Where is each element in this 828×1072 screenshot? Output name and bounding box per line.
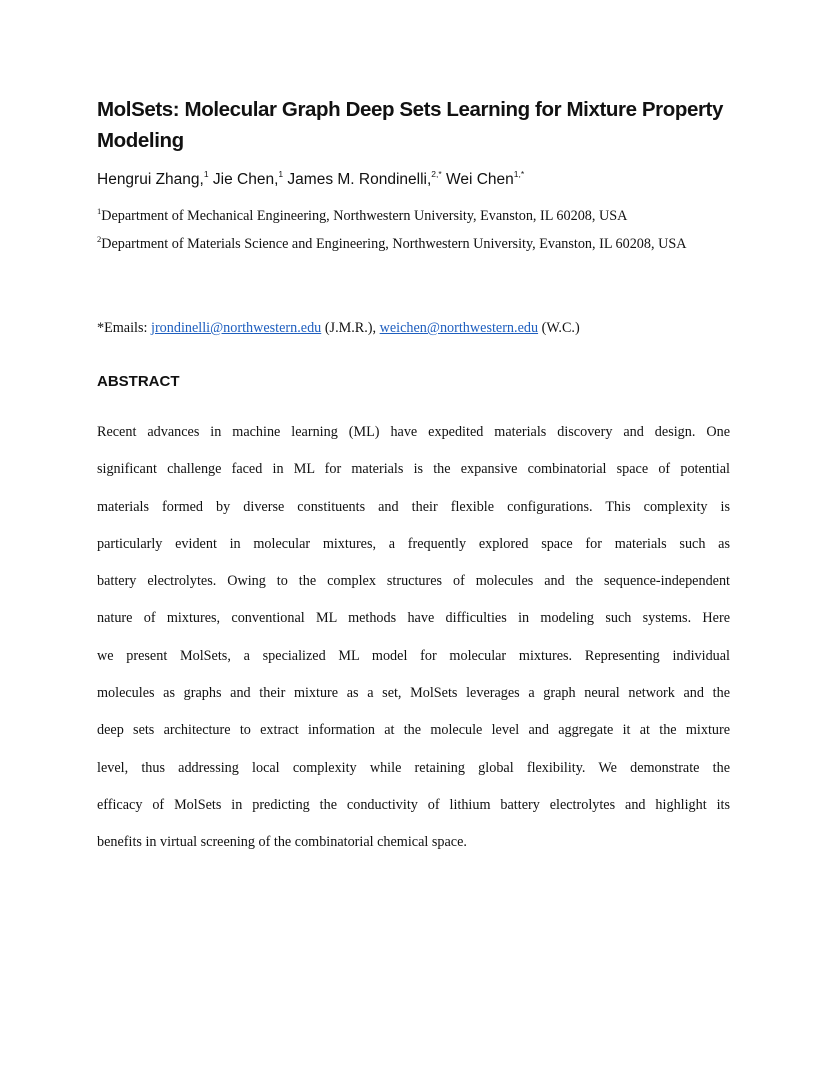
- affiliation-1: [97, 202, 737, 230]
- affiliation-mark: 2: [97, 234, 102, 244]
- abstract-line: materials formed by diverse constituents and their flexible configurations. This complexity is: [97, 498, 730, 515]
- author-name: James M. Rondinelli,: [287, 171, 432, 188]
- abstract-line: battery electrolytes. Owing to the complex structures of molecules and the sequence-independent: [97, 573, 730, 590]
- author-list: [97, 170, 524, 190]
- affiliation-2: [97, 230, 737, 258]
- author-affiliation-mark: 1,*: [513, 169, 525, 179]
- abstract-line: Recent advances in machine learning (ML) have expedited materials discovery and design. One: [97, 424, 730, 440]
- abstract-line: molecules as graphs and their mixture as a set, MolSets leverages a graph neural network and the: [97, 685, 730, 702]
- email-link-rondinelli[interactable]: jrondinelli@northwestern.edu: [151, 320, 322, 336]
- email-initials: (W.C.): [538, 320, 580, 336]
- email-initials: (J.M.R.),: [321, 320, 380, 336]
- affiliation-text: Department of Materials Science and Engineering, Northwestern University, Evanston, IL 60208, USA: [101, 236, 687, 252]
- affiliation-mark: 1: [97, 206, 102, 216]
- email-link-weichen[interactable]: weichen@northwestern.edu: [379, 320, 539, 336]
- paper-title: MolSets: Molecular Graph Deep Sets Learning for Mixture Property Modeling: [97, 98, 723, 152]
- affiliation-text: Department of Mechanical Engineering, Northwestern University, Evanston, IL 60208, USA: [101, 208, 628, 224]
- author-name: Hengrui Zhang,: [97, 171, 204, 188]
- abstract-line: particularly evident in molecular mixtures, a frequently explored space for materials such as: [97, 535, 730, 552]
- abstract-body: [97, 414, 730, 862]
- author-name: Wei Chen: [446, 171, 514, 188]
- abstract-line: nature of mixtures, conventional ML methods have difficulties in modeling such systems. Here: [97, 610, 730, 627]
- abstract-heading: ABSTRACT: [97, 373, 180, 390]
- abstract-line: benefits in virtual screening of the combinatorial chemical space.: [97, 834, 467, 851]
- corresponding-emails: [97, 314, 580, 342]
- abstract-line: level, thus addressing local complexity while retaining global flexibility. We demonstrate the: [97, 759, 730, 776]
- author-name: Jie Chen,: [212, 171, 279, 188]
- abstract-line: efficacy of MolSets in predicting the conductivity of lithium battery electrolytes and highlight its: [97, 796, 730, 813]
- author-affiliation-mark: 2,*: [431, 169, 442, 179]
- author-affiliation-mark: 1: [203, 169, 209, 179]
- abstract-line: we present MolSets, a specialized ML model for molecular mixtures. Representing individual: [97, 647, 730, 664]
- emails-label: *Emails:: [97, 320, 151, 336]
- author-affiliation-mark: 1: [278, 169, 284, 179]
- abstract-line: deep sets architecture to extract information at the molecule level and aggregate it at the mixture: [97, 722, 730, 739]
- abstract-line: significant challenge faced in ML for materials is the expansive combinatorial space of potential: [97, 461, 730, 478]
